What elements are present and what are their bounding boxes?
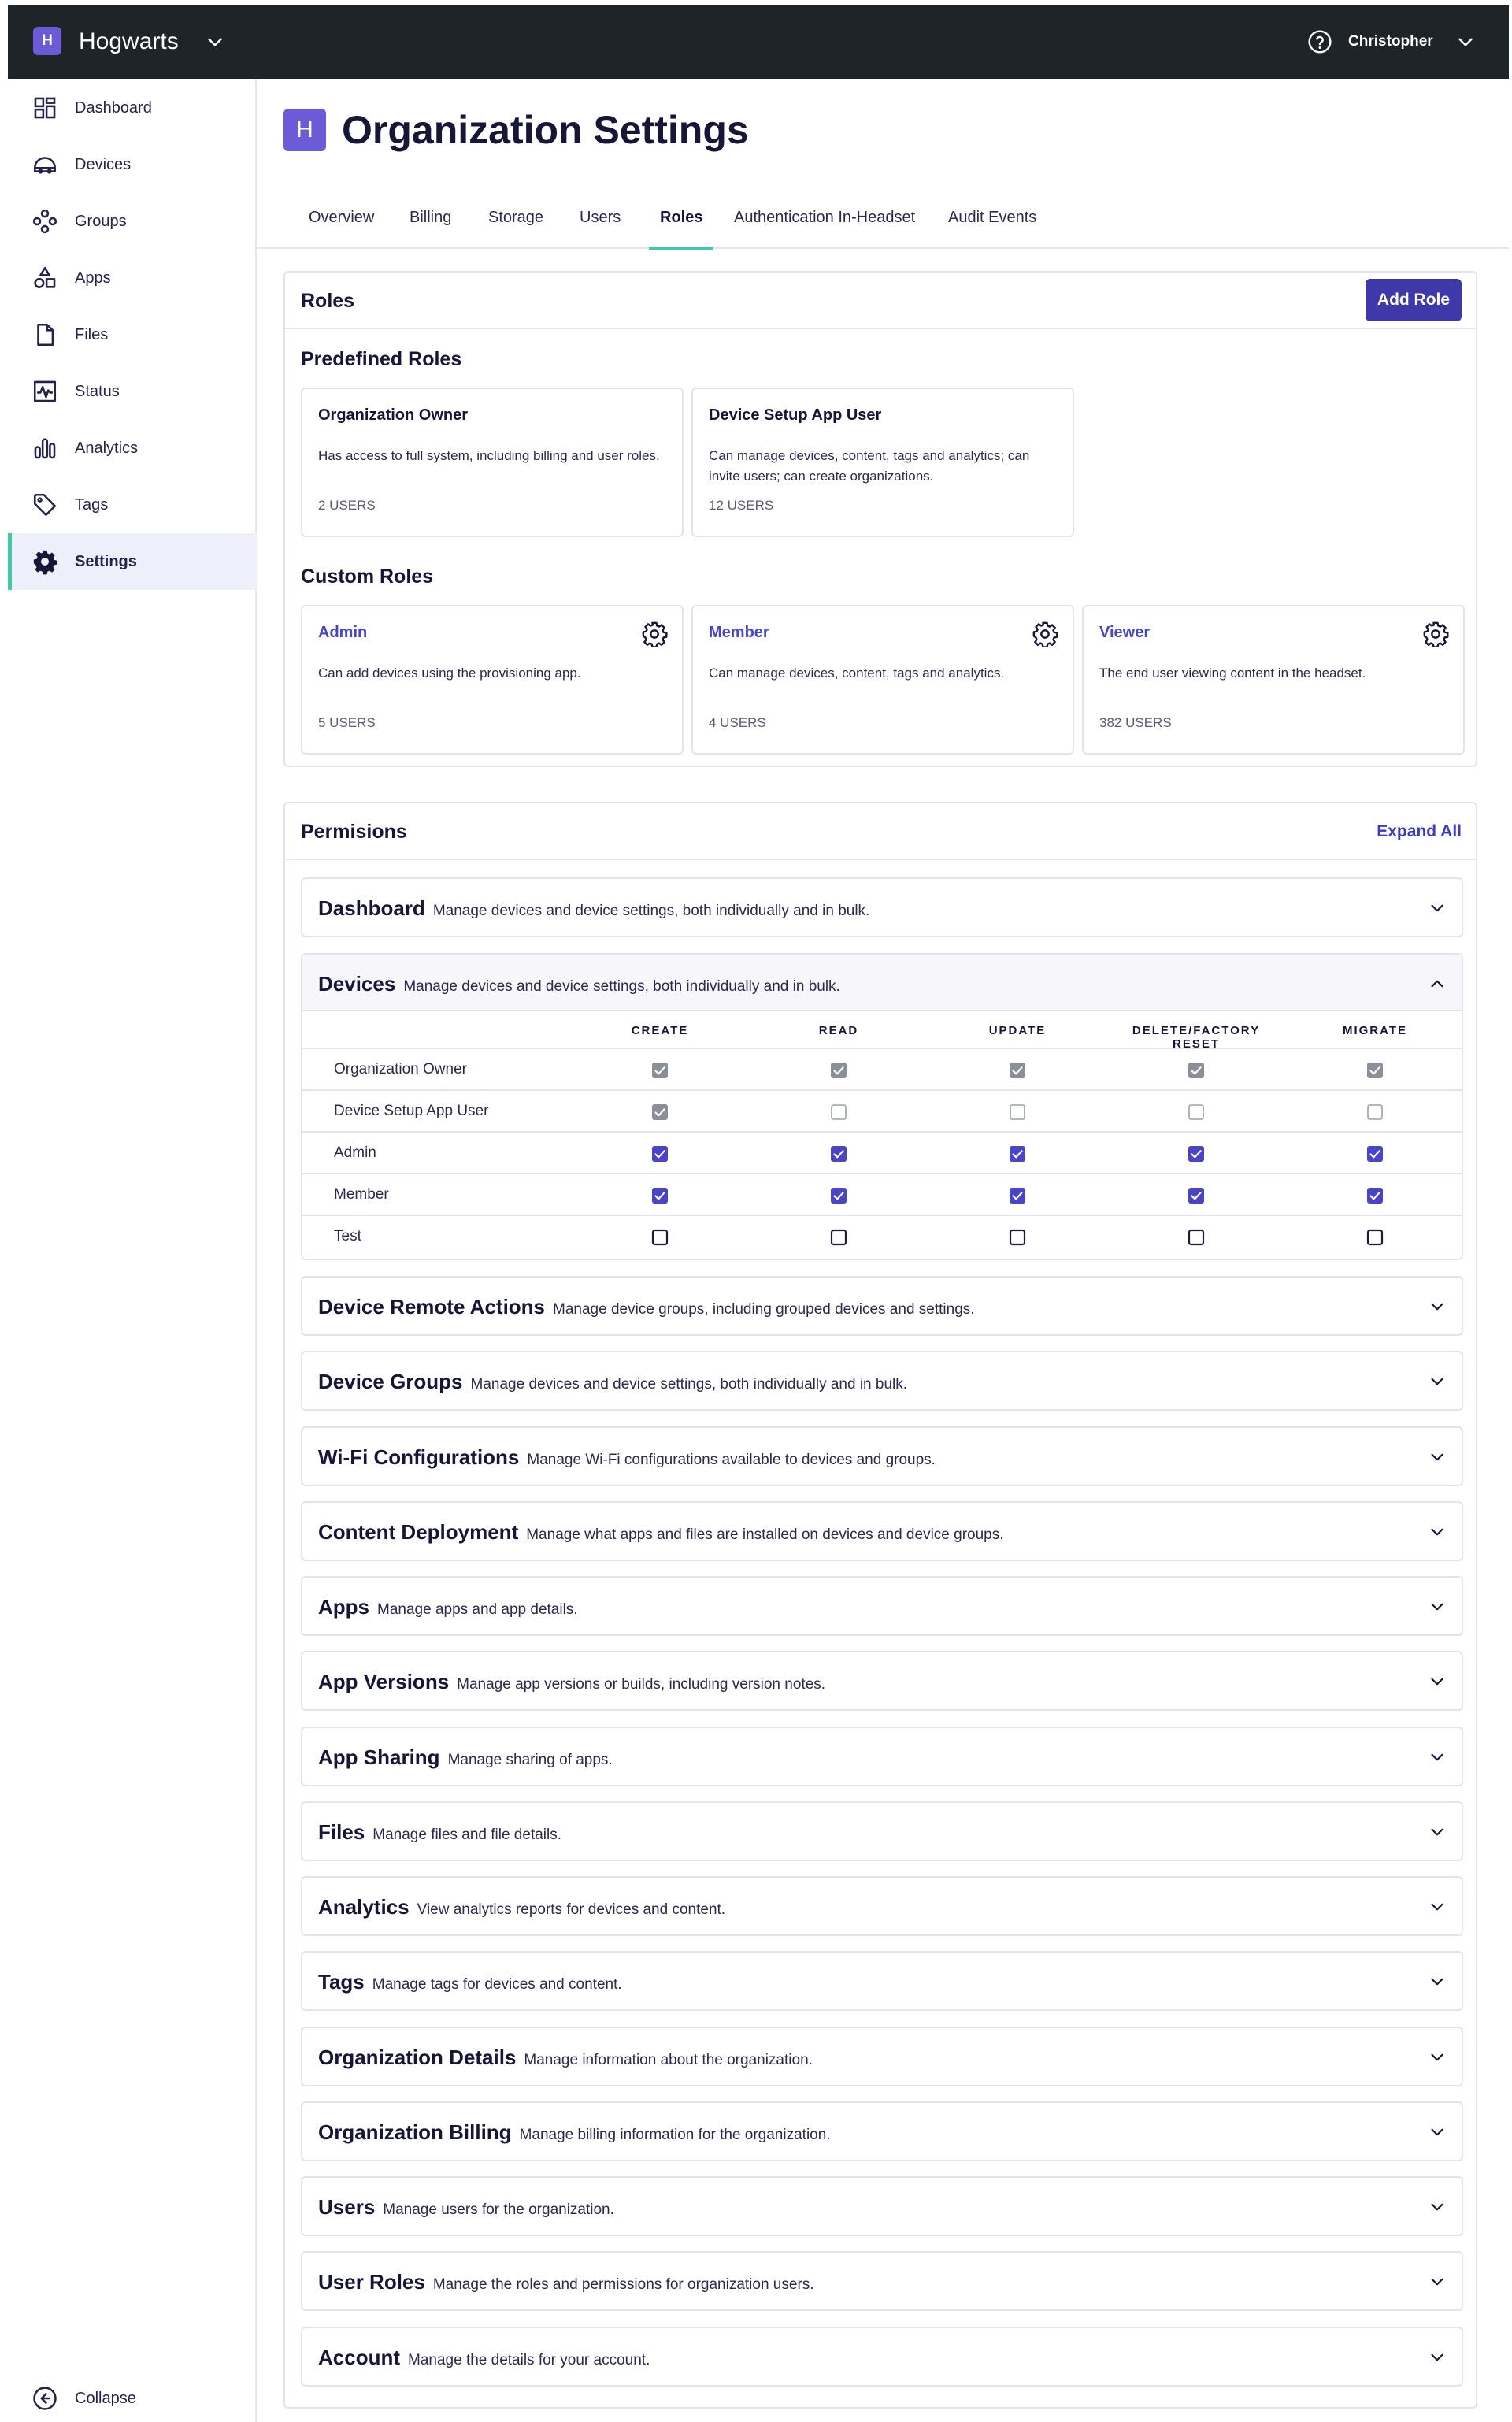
sidebar-item-tags[interactable]: [8, 477, 257, 533]
dashboard-icon: [32, 95, 58, 121]
chevron-down-icon: [1427, 2197, 1447, 2217]
permission-row-role: Device Setup App User: [334, 1103, 489, 1119]
column-read-header: READ: [818, 1024, 859, 1037]
sidebar-item-label: Analytics: [75, 439, 139, 457]
permission-row-admin: [302, 1131, 1462, 1173]
role-name-link[interactable]: Viewer: [1099, 624, 1151, 641]
permission-section-device-remote-actions[interactable]: [301, 1276, 1463, 1336]
chevron-up-icon: [1427, 974, 1447, 994]
create-checkbox: [651, 1103, 669, 1121]
permission-row-device-setup-app-user: [302, 1089, 1462, 1131]
chevron-down-icon: [1427, 2347, 1447, 2368]
delete-factory-reset-checkbox[interactable]: [1188, 1187, 1205, 1204]
sidebar-item-label: Tags: [75, 495, 109, 514]
permission-row-role: Test: [334, 1228, 361, 1244]
permission-description: Manage files and file details.: [372, 1826, 562, 1843]
page-title: Organization Settings: [342, 108, 749, 152]
permission-name: User Roles: [318, 2270, 425, 2294]
permission-section-apps[interactable]: [301, 1576, 1463, 1636]
permission-row-member: [302, 1173, 1462, 1215]
tags-icon: [32, 491, 58, 518]
tab-audit-events[interactable]: Audit Events: [948, 209, 1037, 226]
update-checkbox[interactable]: [1009, 1229, 1026, 1246]
predefined-roles-heading: Predefined Roles: [301, 348, 462, 370]
sidebar: [8, 79, 257, 2422]
expand-all-link[interactable]: Expand All: [1377, 822, 1462, 840]
chevron-down-icon: [1427, 1971, 1447, 1992]
sidebar-item-settings[interactable]: [8, 533, 257, 590]
create-checkbox[interactable]: [651, 1229, 669, 1246]
permission-description: Manage device groups, including grouped devices and settings.: [553, 1301, 975, 1318]
permission-section-organization-details[interactable]: [301, 2027, 1463, 2086]
permission-name: Apps: [318, 1595, 369, 1619]
sidebar-item-label: Groups: [75, 212, 127, 230]
org-switcher[interactable]: Hogwarts: [79, 28, 179, 54]
permission-name: Device Remote Actions: [318, 1295, 546, 1319]
permission-name: Organization Details: [318, 2045, 517, 2069]
permission-section-dashboard[interactable]: [301, 877, 1463, 937]
permission-name: Device Groups: [318, 1370, 463, 1394]
permission-name: Analytics: [318, 1895, 410, 1919]
migrate-checkbox: [1366, 1062, 1384, 1079]
tab-overview[interactable]: Overview: [309, 209, 375, 226]
chevron-down-icon: [1427, 1747, 1447, 1767]
permission-section-app-versions[interactable]: [301, 1651, 1463, 1711]
permission-description: Manage billing information for the organization.: [519, 2126, 831, 2143]
create-checkbox[interactable]: [651, 1145, 669, 1163]
permission-description: Manage what apps and files are installed on devices and device groups.: [526, 1526, 1004, 1543]
role-description: The end user viewing content in the headset.: [1099, 666, 1366, 681]
add-role-button[interactable]: Add Role: [1366, 279, 1462, 321]
permission-row-role: Member: [334, 1186, 389, 1203]
tab-storage[interactable]: Storage: [488, 209, 544, 226]
role-name-link[interactable]: Admin: [318, 624, 368, 641]
help-icon[interactable]: [1307, 29, 1332, 54]
chevron-down-icon: [1427, 1296, 1447, 1317]
permission-section-content-deployment[interactable]: [301, 1501, 1463, 1561]
role-description: Can manage devices, content, tags and analytics; can invite users; can create organizations.: [709, 448, 1030, 484]
permission-name: Tags: [318, 1970, 365, 1994]
migrate-checkbox[interactable]: [1366, 1187, 1384, 1204]
sidebar-item-dashboard[interactable]: [8, 80, 257, 136]
tab-billing[interactable]: Billing: [410, 209, 452, 226]
top-bar: [8, 5, 1509, 79]
permission-name: Account: [318, 2345, 400, 2369]
permission-description: Manage the roles and permissions for organization users.: [432, 2276, 814, 2294]
role-user-count: 12 USERS: [709, 498, 774, 513]
permission-section-analytics[interactable]: [301, 1876, 1463, 1936]
sidebar-item-groups[interactable]: [8, 193, 257, 250]
migrate-checkbox: [1366, 1103, 1384, 1121]
permission-section-app-sharing[interactable]: [301, 1727, 1463, 1786]
update-checkbox: [1009, 1103, 1026, 1121]
role-name: Organization Owner: [318, 406, 469, 424]
sidebar-item-status[interactable]: [8, 363, 257, 420]
sidebar-item-analytics[interactable]: [8, 420, 257, 477]
chevron-down-icon: [1427, 898, 1447, 918]
permission-row-role: Organization Owner: [334, 1061, 467, 1077]
gear-icon[interactable]: [1422, 621, 1449, 647]
update-checkbox[interactable]: [1009, 1145, 1026, 1163]
column-create-header: CREATE: [631, 1024, 689, 1037]
permissions-card: [284, 802, 1477, 2409]
permission-description: Manage devices and device settings, both individually and in bulk.: [403, 978, 840, 995]
chevron-down-icon: [1427, 1522, 1447, 1542]
role-description: Can manage devices, content, tags and analytics.: [709, 666, 1005, 681]
sidebar-item-label: Dashboard: [75, 98, 152, 117]
role-user-count: 5 USERS: [318, 715, 376, 730]
column-migrate-header: MIGRATE: [1342, 1024, 1408, 1037]
sidebar-item-label: Apps: [75, 269, 111, 287]
chevron-down-icon: [1427, 1822, 1447, 1842]
role-card-viewer[interactable]: [1082, 605, 1465, 755]
migrate-checkbox[interactable]: [1366, 1145, 1384, 1163]
role-card-device-setup-app-user[interactable]: [691, 388, 1074, 537]
permission-row-test: [302, 1215, 1462, 1256]
chevron-down-icon[interactable]: [205, 32, 225, 52]
devices-section-header[interactable]: [302, 955, 1462, 1011]
roles-title: Roles: [301, 290, 355, 312]
permission-section-account[interactable]: [301, 2327, 1463, 2387]
permission-description: Manage apps and app details.: [377, 1601, 578, 1618]
sidebar-item-label: Settings: [75, 552, 137, 570]
sidebar-item-label: Devices: [75, 155, 132, 173]
chevron-down-icon: [1427, 2272, 1447, 2292]
read-checkbox[interactable]: [830, 1187, 847, 1204]
permission-description: Manage devices and device settings, both individually and in bulk.: [432, 903, 870, 919]
migrate-checkbox[interactable]: [1366, 1229, 1384, 1246]
permission-description: Manage Wi-Fi configurations available to devices and groups.: [527, 1451, 936, 1468]
permission-description: View analytics reports for devices and content.: [417, 1901, 726, 1918]
permission-row-role: Admin: [334, 1144, 376, 1161]
role-user-count: 4 USERS: [709, 715, 766, 730]
read-checkbox: [830, 1062, 847, 1079]
chevron-down-icon: [1427, 1597, 1447, 1617]
files-icon: [32, 321, 58, 348]
role-card-admin[interactable]: [301, 605, 684, 755]
permission-row-organization-owner: [302, 1048, 1462, 1089]
chevron-down-icon: [1427, 1671, 1447, 1692]
roles-card-header: [285, 273, 1476, 329]
role-card-organization-owner[interactable]: [301, 388, 684, 537]
chevron-down-icon: [1427, 2122, 1447, 2142]
permission-name: Wi-Fi Configurations: [318, 1445, 520, 1469]
gear-icon[interactable]: [641, 621, 668, 647]
permission-description: Manage app versions or builds, including version notes.: [457, 1676, 826, 1693]
create-checkbox[interactable]: [651, 1187, 669, 1204]
collapse-label: Collapse: [75, 2390, 136, 2407]
role-user-count: 2 USERS: [318, 498, 376, 513]
permission-section-files[interactable]: [301, 1801, 1463, 1861]
role-description: Has access to full system, including billing and user roles.: [318, 448, 660, 463]
delete-factory-reset-checkbox[interactable]: [1188, 1145, 1205, 1163]
apps-icon: [32, 265, 58, 291]
custom-roles-heading: Custom Roles: [301, 566, 434, 588]
permission-section-users[interactable]: [301, 2176, 1463, 2236]
permission-section-device-groups[interactable]: [301, 1351, 1463, 1411]
read-checkbox[interactable]: [830, 1145, 847, 1163]
permission-description: Manage users for the organization.: [383, 2201, 614, 2218]
read-checkbox: [830, 1103, 847, 1121]
permission-section-organization-billing[interactable]: [301, 2101, 1463, 2161]
analytics-icon: [32, 435, 58, 462]
role-name: Device Setup App User: [709, 406, 882, 424]
tab-bar: [257, 187, 1509, 249]
read-checkbox[interactable]: [830, 1229, 847, 1246]
permissions-card-header: [285, 803, 1476, 860]
page-badge: H: [284, 109, 326, 151]
permission-description: Manage tags for devices and content.: [372, 1976, 622, 1994]
create-checkbox: [651, 1062, 669, 1079]
chevron-down-icon: [1427, 1371, 1447, 1392]
permission-name: Devices: [318, 972, 396, 996]
sidebar-item-label: Files: [75, 325, 109, 343]
user-menu[interactable]: Christopher: [1348, 33, 1433, 50]
permission-name: Files: [318, 1819, 365, 1844]
permission-name: Content Deployment: [318, 1519, 519, 1544]
sidebar-item-files[interactable]: [8, 306, 257, 363]
tab-authentication-in-headset[interactable]: Authentication In-Headset: [734, 209, 916, 226]
org-badge: H: [33, 27, 61, 55]
permission-description: Manage the details for your account.: [408, 2351, 650, 2368]
permission-description: Manage devices and device settings, both individually and in bulk.: [470, 1376, 908, 1393]
role-card-member[interactable]: [691, 605, 1074, 755]
chevron-down-icon: [1427, 1447, 1447, 1467]
column-delete-factory-reset-header: DELETE/FACTORY RESET: [1132, 1024, 1261, 1051]
devices-icon: [32, 151, 58, 178]
permission-section-devices: [301, 953, 1463, 1260]
permission-name: App Versions: [318, 1670, 450, 1694]
delete-factory-reset-checkbox[interactable]: [1188, 1229, 1205, 1246]
chevron-down-icon: [1427, 2047, 1447, 2068]
sidebar-item-label: Status: [75, 382, 120, 400]
permission-section-tags[interactable]: [301, 1951, 1463, 2011]
permission-section-wi-fi-configurations[interactable]: [301, 1426, 1463, 1486]
settings-icon: [32, 548, 58, 575]
permission-description: Manage information about the organization.: [524, 2051, 813, 2068]
permission-name: Users: [318, 2195, 376, 2219]
permission-name: Dashboard: [318, 896, 425, 920]
role-name-link[interactable]: Member: [709, 624, 769, 641]
update-checkbox[interactable]: [1009, 1187, 1026, 1204]
permission-description: Manage sharing of apps.: [447, 1751, 613, 1768]
role-description: Can add devices using the provisioning app.: [318, 666, 581, 681]
gear-icon[interactable]: [1032, 621, 1058, 647]
update-checkbox: [1009, 1062, 1026, 1079]
role-user-count: 382 USERS: [1099, 715, 1172, 730]
permission-name: App Sharing: [318, 1745, 440, 1769]
tab-roles[interactable]: Roles: [658, 187, 704, 249]
permission-section-user-roles[interactable]: [301, 2251, 1463, 2311]
column-update-header: UPDATE: [988, 1024, 1047, 1037]
roles-card: [284, 271, 1477, 767]
status-icon: [32, 378, 58, 405]
collapse-button[interactable]: [8, 2376, 257, 2420]
tab-users[interactable]: Users: [580, 209, 621, 226]
sidebar-item-devices[interactable]: [8, 136, 257, 193]
chevron-down-icon[interactable]: [1455, 32, 1476, 52]
chevron-down-icon: [1427, 1897, 1447, 1917]
collapse-icon: [32, 2385, 58, 2412]
groups-icon: [32, 208, 58, 235]
delete-factory-reset-checkbox: [1188, 1062, 1205, 1079]
delete-factory-reset-checkbox: [1188, 1103, 1205, 1121]
permission-name: Organization Billing: [318, 2120, 512, 2144]
permissions-title: Permisions: [301, 821, 407, 843]
sidebar-item-apps[interactable]: [8, 250, 257, 306]
